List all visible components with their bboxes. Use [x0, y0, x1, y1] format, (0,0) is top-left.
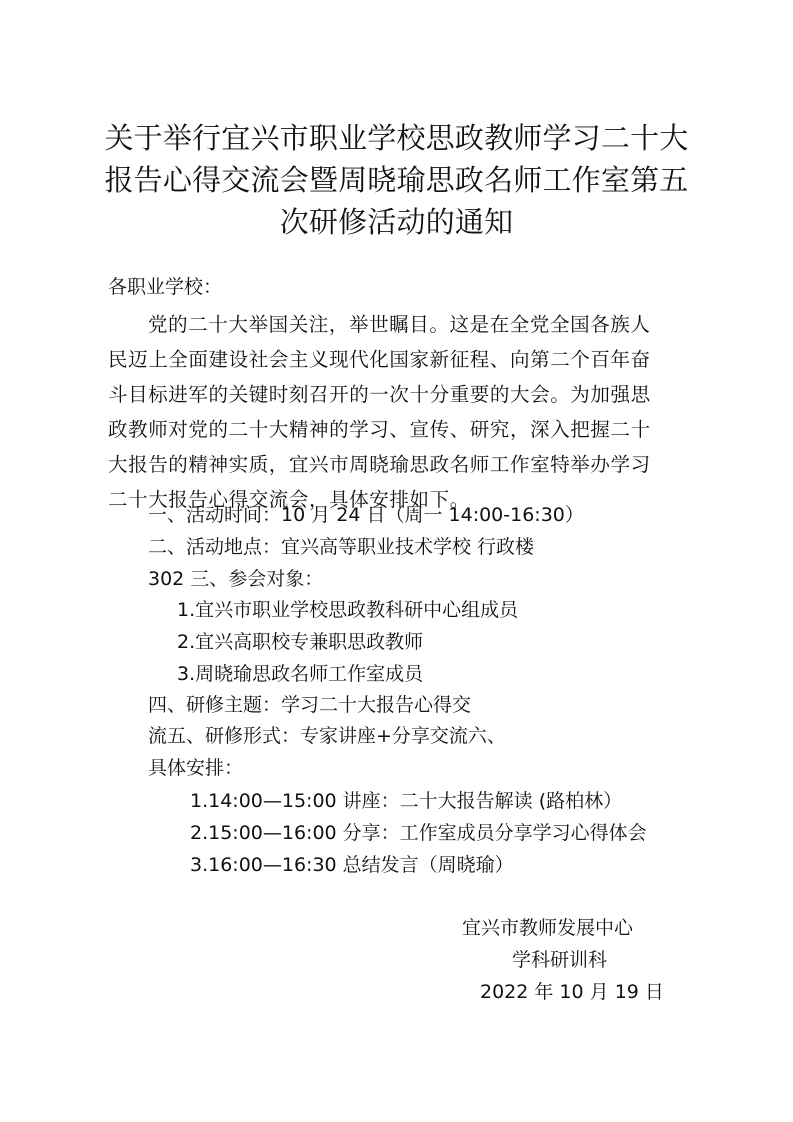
signature-dept: 学科研训科: [512, 949, 608, 971]
schedule-item: 2.15:00—16:00 分享：工作室成员分享学习心得体会: [190, 822, 647, 844]
signature-date: 2022 年 10 月 19 日: [480, 981, 664, 1003]
attendee-item: 3.周晓瑜思政名师工作室成员: [177, 663, 424, 685]
activity-time: 一、活动时间：10 月 24 日（周一 14:00-16:30）: [148, 504, 584, 526]
attendees-heading: 302 三、参会对象：: [148, 568, 324, 590]
signature-org: 宜兴市教师发展中心: [462, 917, 634, 939]
body-paragraph-line: 党的二十大举国关注，举世瞩目。这是在全党全国各族人: [148, 313, 651, 336]
title-line: 关于举行宜兴市职业学校思政教师学习二十大: [104, 121, 689, 155]
body-paragraph-line: 民迈上全面建设社会主义现代化国家新征程、向第二个百年奋: [108, 348, 651, 371]
schedule-item: 3.16:00—16:30 总结发言（周晓瑜）: [190, 854, 514, 876]
notice-title: [100, 117, 693, 243]
schedule-item: 1.14:00—15:00 讲座：二十大报告解读 (路柏林）: [190, 790, 623, 812]
attendee-item: 1.宜兴市职业学校思政教科研中心组成员: [177, 599, 519, 621]
activity-place: 二、活动地点：宜兴高等职业技术学校 行政楼: [148, 536, 535, 558]
body-paragraph-line: 二十大报告心得交流会，具体安排如下。: [108, 488, 470, 511]
study-form: 流五、研修形式：专家讲座+分享交流六、: [148, 725, 506, 747]
attendee-item: 2.宜兴高职校专兼职思政教师: [177, 631, 424, 653]
title-line: 次研修活动的通知: [279, 205, 514, 239]
body-paragraph-line: 斗目标进军的关键时刻召开的一次十分重要的大会。为加强思: [108, 383, 651, 406]
arrangement-heading: 具体安排：: [148, 757, 244, 779]
study-theme: 四、研修主题：学习二十大报告心得交: [148, 694, 472, 716]
salutation: 各职业学校：: [108, 276, 223, 298]
body-paragraph-line: 政教师对党的二十大精神的学习、宣传、研究，深入把握二十: [108, 418, 651, 441]
title-line: 报告心得交流会暨周晓瑜思政名师工作室第五: [104, 163, 689, 197]
body-paragraph-line: 大报告的精神实质，宜兴市周晓瑜思政名师工作室特举办学习: [108, 453, 651, 476]
